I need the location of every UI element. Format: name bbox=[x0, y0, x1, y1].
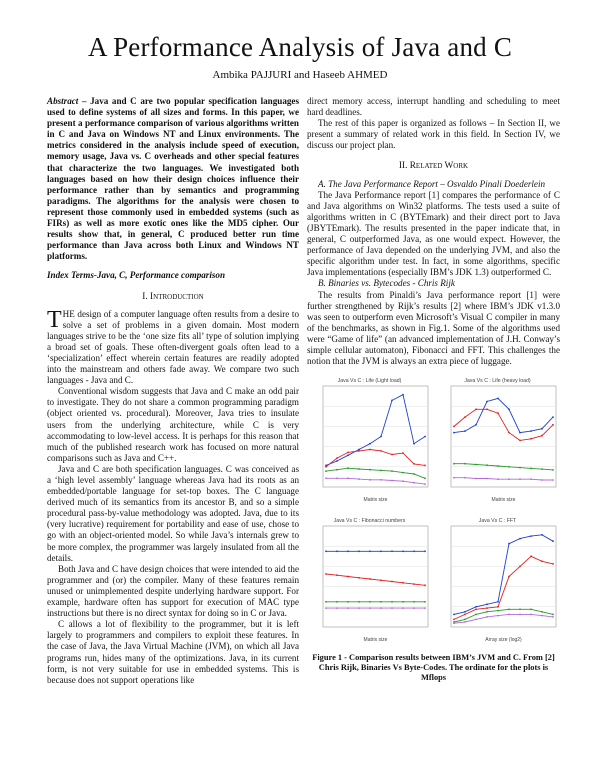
data-point bbox=[508, 543, 510, 545]
subsection-a-heading: A. The Java Performance Report – Osvaldo Pinali Doederlein bbox=[318, 178, 546, 189]
data-point bbox=[552, 563, 554, 565]
data-point bbox=[464, 611, 466, 613]
data-point bbox=[486, 611, 488, 613]
data-point bbox=[508, 466, 510, 468]
data-point bbox=[453, 477, 455, 479]
data-point bbox=[336, 601, 338, 603]
intro-paragraph-4: Both Java and C have design choices that were intended to aid the programmer and (or) the compiler. Many of these features remain unused or unimplemented despite underlying hardware support. For example, hardware often has support for execution of MAC type instructions but there is no direct syntax for doing so in C or Java. bbox=[47, 563, 299, 619]
data-point bbox=[497, 606, 499, 608]
figure-1-plots bbox=[307, 373, 560, 651]
data-point bbox=[413, 583, 415, 585]
data-point bbox=[497, 610, 499, 612]
intro-paragraph-3: Java and C are both specification languages. C was conceived as a ‘high level assembly’ language whereas Java had its roots as an embedded/portable language for set-top boxes. The C language derived much of its semantics from its ancestor B, and so a simple procedural pass-by-value methodology was adopted. Java, due to its (very lucrative) requirement for portability and ease of use, chose to go with an object-oriented model. So while Java’s internals grew to be more complex, the programmer was largely insulated from all the details. bbox=[47, 463, 299, 563]
data-point bbox=[541, 561, 543, 563]
data-point bbox=[508, 576, 510, 578]
data-point bbox=[358, 450, 360, 452]
data-point bbox=[347, 452, 349, 454]
plot-xlabel: Matrix size bbox=[491, 497, 516, 504]
plot-1 bbox=[307, 373, 432, 505]
data-point bbox=[519, 432, 521, 434]
plot-svg bbox=[435, 513, 560, 645]
data-point bbox=[424, 436, 426, 438]
abstract-text: – Java and C are two popular specification languages used to define systems of all sizes and forms. In this paper, we present a performance comparison of various algorithms written in C and Java on Windows NT and Linux environments. The metrics considered in the analysis include speed of execution, memory usage, Java vs. C overheads and other special features that characterize the two languages. We investigated both languages based on how their design choices influence their performance rather than by semantics and programming paradigms. The algorithms for the analysis were chosen to represent those commonly used in embedded systems (such as FIRs) as well as more exotic ones like the MD5 cipher. Our results show that, in general, C produced better run time performance than Java across both Linux and Windows NT platforms. bbox=[47, 96, 299, 262]
data-point bbox=[541, 435, 543, 437]
plot-4 bbox=[435, 513, 560, 645]
index-terms-label: Index Terms bbox=[47, 270, 94, 281]
data-point bbox=[464, 621, 466, 623]
data-point bbox=[325, 607, 327, 609]
data-point bbox=[541, 468, 543, 470]
data-point bbox=[530, 430, 532, 432]
data-point bbox=[358, 468, 360, 470]
right-paragraph-2: The rest of this paper is organized as follows – In Section II, we present a summary of related work in this field. In Section IV, we discuss our project plan. bbox=[307, 118, 560, 151]
data-point bbox=[530, 535, 532, 537]
data-point bbox=[486, 401, 488, 403]
data-point bbox=[519, 440, 521, 442]
data-point bbox=[402, 394, 404, 396]
data-point bbox=[475, 619, 477, 621]
data-point bbox=[347, 478, 349, 480]
data-point bbox=[336, 460, 338, 462]
subsection-b-heading: B. Binaries vs. Bytecodes - Chris Rijk bbox=[318, 278, 455, 289]
left-column bbox=[47, 96, 299, 686]
data-point bbox=[369, 469, 371, 471]
data-point bbox=[413, 607, 415, 609]
data-point bbox=[475, 409, 477, 411]
data-point bbox=[380, 470, 382, 472]
data-point bbox=[541, 479, 543, 481]
data-point bbox=[552, 614, 554, 616]
abstract-label: Abstract bbox=[47, 96, 79, 106]
data-point bbox=[508, 409, 510, 411]
index-terms-text: -Java, C, Performance comparison bbox=[93, 270, 226, 281]
data-point bbox=[519, 467, 521, 469]
index-terms bbox=[47, 270, 299, 281]
data-point bbox=[464, 614, 466, 616]
plot-svg bbox=[307, 373, 432, 505]
data-point bbox=[402, 607, 404, 609]
data-point bbox=[530, 614, 532, 616]
plot-title: Java Vs C : Fibonacci numbers bbox=[333, 518, 406, 525]
data-point bbox=[486, 409, 488, 411]
data-point bbox=[336, 574, 338, 576]
page-title: A Performance Analysis of Java and C bbox=[87, 32, 513, 62]
data-point bbox=[336, 551, 338, 553]
data-point bbox=[380, 436, 382, 438]
plot-xlabel: Matrix size bbox=[363, 637, 388, 644]
data-point bbox=[424, 607, 426, 609]
data-point bbox=[464, 463, 466, 465]
data-point bbox=[413, 482, 415, 484]
data-point bbox=[325, 573, 327, 575]
data-point bbox=[530, 438, 532, 440]
data-point bbox=[369, 479, 371, 481]
abstract bbox=[47, 96, 299, 262]
data-point bbox=[413, 601, 415, 603]
data-point bbox=[552, 424, 554, 426]
data-point bbox=[336, 478, 338, 480]
plot-svg bbox=[435, 373, 560, 505]
data-point bbox=[475, 424, 477, 426]
data-point bbox=[552, 616, 554, 618]
data-point bbox=[475, 614, 477, 616]
plot-2 bbox=[435, 373, 560, 505]
data-point bbox=[380, 607, 382, 609]
data-point bbox=[530, 609, 532, 611]
data-point bbox=[391, 601, 393, 603]
data-point bbox=[475, 609, 477, 611]
data-point bbox=[325, 466, 327, 468]
plot-xlabel: Array size (log2) bbox=[485, 637, 522, 644]
data-point bbox=[402, 582, 404, 584]
data-point bbox=[369, 578, 371, 580]
right-paragraph-1: direct memory access, interrupt handling and scheduling to meet hard deadlines. bbox=[307, 96, 560, 118]
data-point bbox=[497, 465, 499, 467]
data-point bbox=[453, 622, 455, 624]
data-point bbox=[519, 614, 521, 616]
data-point bbox=[402, 452, 404, 454]
data-point bbox=[530, 478, 532, 480]
subsection-b-paragraph: The results from Pinaldi’s Java performance report [1] were further strengthened by Rijk’s results [2] where IBM’s JDK v1.3.0 was seen to outperform even Microsoft’s Visual C compiler in many of the benchmarks, as shown in Fig.1. Some of the algorithms used were “Game of life” (an advanced implementation of J.H. Conway’s simple cellular automaton), Fibonacci and FFT. This challenges the notion that the JVM is always an extra piece of luggage. bbox=[307, 289, 560, 367]
data-point bbox=[475, 464, 477, 466]
data-point bbox=[413, 463, 415, 465]
data-point bbox=[336, 607, 338, 609]
data-point bbox=[391, 581, 393, 583]
data-point bbox=[424, 601, 426, 603]
data-point bbox=[369, 551, 371, 553]
data-point bbox=[391, 400, 393, 402]
data-point bbox=[402, 472, 404, 474]
data-point bbox=[325, 478, 327, 480]
data-point bbox=[497, 412, 499, 414]
data-point bbox=[402, 601, 404, 603]
data-point bbox=[486, 478, 488, 480]
drop-cap: T bbox=[47, 306, 62, 333]
data-point bbox=[391, 551, 393, 553]
data-point bbox=[541, 534, 543, 536]
data-point bbox=[391, 480, 393, 482]
data-point bbox=[369, 607, 371, 609]
data-point bbox=[475, 606, 477, 608]
plot-title: Java Vs C : FFT bbox=[478, 518, 517, 525]
data-point bbox=[519, 538, 521, 540]
intro-paragraph-1 bbox=[47, 306, 299, 387]
data-point bbox=[380, 601, 382, 603]
data-point bbox=[541, 611, 543, 613]
data-point bbox=[552, 540, 554, 542]
data-point bbox=[552, 469, 554, 471]
data-point bbox=[475, 478, 477, 480]
plot-3 bbox=[307, 513, 432, 645]
data-point bbox=[497, 615, 499, 617]
data-point bbox=[347, 455, 349, 457]
section-heading-related-work: II. Related Work bbox=[398, 161, 469, 172]
data-point bbox=[424, 585, 426, 587]
data-point bbox=[464, 430, 466, 432]
data-point bbox=[519, 609, 521, 611]
subsection-a-paragraph: The Java Performance report [1] compares the performance of C and Java algorithms on Win32 platforms. The tests used a suite of algorithms written in C (BYTEmark) and their direct port to Java (JBYTEmark). The results presented in the paper indicate that, in general, C outperformed Java, as one would expect. However, the performance of Java depended on the underlying JVM, and also the specific algorithm under test. In fact, in some algorithms, specific Java implementations (especially IBM’s JDK 1.3) outperformed C. bbox=[307, 189, 560, 278]
data-point bbox=[464, 416, 466, 418]
data-point bbox=[325, 551, 327, 553]
data-point bbox=[424, 551, 426, 553]
data-point bbox=[519, 566, 521, 568]
data-point bbox=[530, 468, 532, 470]
data-point bbox=[519, 478, 521, 480]
data-point bbox=[380, 551, 382, 553]
data-point bbox=[497, 478, 499, 480]
data-point bbox=[453, 463, 455, 465]
data-point bbox=[486, 607, 488, 609]
data-point bbox=[486, 464, 488, 466]
data-point bbox=[369, 443, 371, 445]
data-point bbox=[530, 556, 532, 558]
data-point bbox=[336, 457, 338, 459]
data-point bbox=[508, 432, 510, 434]
data-point bbox=[486, 604, 488, 606]
data-point bbox=[424, 478, 426, 480]
data-point bbox=[508, 478, 510, 480]
data-point bbox=[358, 577, 360, 579]
data-point bbox=[336, 469, 338, 471]
data-point bbox=[391, 470, 393, 472]
data-point bbox=[453, 426, 455, 428]
data-point bbox=[347, 576, 349, 578]
right-column bbox=[307, 96, 560, 683]
data-point bbox=[413, 551, 415, 553]
intro-paragraph-2: Conventional wisdom suggests that Java and C make an odd pair to investigate. They do not share a common programming paradigm (object oriented vs. procedural). Moreover, Java tries to insulate users from the underlying architecture, while C is very accommodating to low-level access. It is perhaps for this reason that much of the published research work has focused on more natural comparisons such as Java and C++. bbox=[47, 386, 299, 463]
data-point bbox=[325, 601, 327, 603]
data-point bbox=[402, 480, 404, 482]
figure-caption: Figure 1 - Comparison results between IBM’s JVM and C. From [2] Chris Rijk, Binaries Vs Byte-Codes. The ordinate for the plots is Mflops bbox=[312, 653, 555, 683]
data-point bbox=[508, 614, 510, 616]
data-point bbox=[508, 609, 510, 611]
data-point bbox=[380, 450, 382, 452]
data-point bbox=[424, 483, 426, 485]
data-point bbox=[347, 601, 349, 603]
data-point bbox=[464, 477, 466, 479]
intro-paragraph-5: C allows a lot of flexibility to the programmer, but it is left largely to programmers and compilers to exploit these features. In the case of Java, the Java Virtual Machine (JVM), on which all Java programs run, hides many of the optimizations. Java, in its current form, is not very suitable for use in embedded systems. This is because does not support operations like bbox=[47, 619, 299, 685]
data-point bbox=[391, 607, 393, 609]
data-point bbox=[552, 479, 554, 481]
plot-area bbox=[323, 526, 428, 627]
plot-title: Java Vs C : Life (Light load) bbox=[337, 378, 402, 385]
data-point bbox=[380, 580, 382, 582]
intro-p1-text: HE design of a computer language often results from a desire to solve a set of problems in a given domain. Most modern languages strive to be the ‘one size fits all’ type of solution implying a broad set of goals. These often-divergent goals often lead to a ‘specialization’ effect wherein certain features are readily adopted into the mainstream and others fade away. We compare two such languages - Java and C. bbox=[47, 308, 299, 386]
data-point bbox=[369, 601, 371, 603]
data-point bbox=[347, 551, 349, 553]
data-point bbox=[325, 470, 327, 472]
data-point bbox=[358, 551, 360, 553]
plot-xlabel: Matrix size bbox=[363, 497, 388, 504]
data-point bbox=[380, 479, 382, 481]
data-point bbox=[347, 607, 349, 609]
data-point bbox=[358, 601, 360, 603]
authors: Ambika PAJJURI and Haseeb AHMED bbox=[212, 69, 388, 81]
data-point bbox=[464, 619, 466, 621]
plot-svg bbox=[307, 513, 432, 645]
data-point bbox=[391, 454, 393, 456]
data-point bbox=[541, 615, 543, 617]
data-point bbox=[369, 449, 371, 451]
data-point bbox=[347, 467, 349, 469]
plot-title: Java Vs C : Life (heavy load) bbox=[464, 378, 531, 385]
data-point bbox=[402, 551, 404, 553]
data-point bbox=[358, 478, 360, 480]
data-point bbox=[541, 428, 543, 430]
data-point bbox=[413, 473, 415, 475]
data-point bbox=[486, 616, 488, 618]
data-point bbox=[497, 601, 499, 603]
section-heading-introduction: I. Introduction bbox=[142, 291, 204, 302]
data-point bbox=[413, 443, 415, 445]
data-point bbox=[497, 398, 499, 400]
data-point bbox=[453, 432, 455, 434]
data-point bbox=[453, 614, 455, 616]
data-point bbox=[453, 619, 455, 621]
data-point bbox=[424, 465, 426, 467]
data-point bbox=[552, 416, 554, 418]
data-point bbox=[358, 607, 360, 609]
